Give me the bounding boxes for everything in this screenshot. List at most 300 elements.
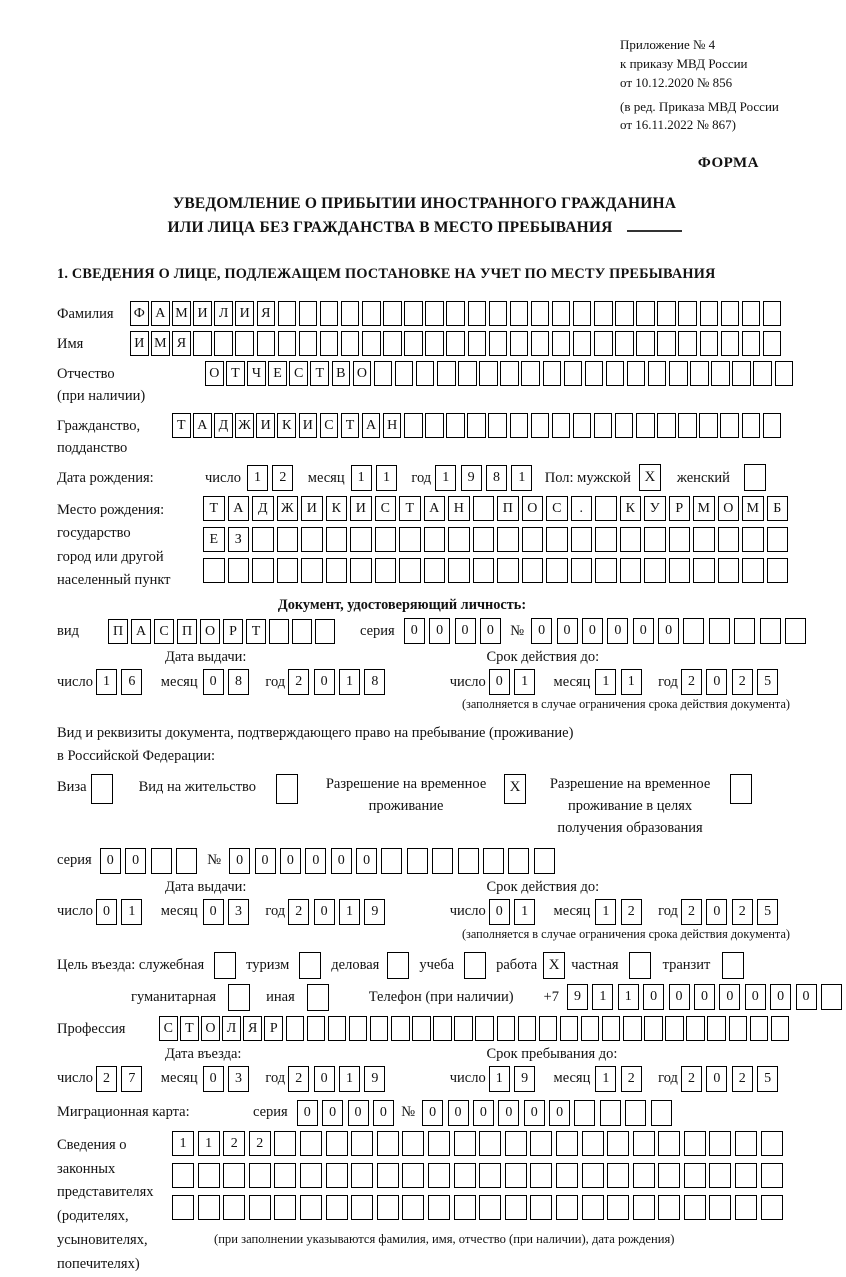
char-box[interactable]: 1 bbox=[435, 465, 456, 491]
char-box[interactable] bbox=[277, 527, 299, 552]
char-box[interactable] bbox=[249, 1163, 271, 1188]
char-box[interactable] bbox=[454, 1131, 476, 1156]
char-box[interactable] bbox=[690, 361, 709, 386]
char-box[interactable] bbox=[552, 331, 571, 356]
char-box[interactable]: 0 bbox=[356, 848, 377, 874]
char-box[interactable]: 0 bbox=[429, 618, 450, 644]
char-box[interactable] bbox=[437, 361, 456, 386]
char-box[interactable] bbox=[761, 1131, 783, 1156]
char-box[interactable]: 0 bbox=[489, 669, 510, 695]
char-box[interactable]: Я bbox=[243, 1016, 262, 1041]
char-box[interactable] bbox=[454, 1163, 476, 1188]
entry-year-boxes[interactable] bbox=[288, 1066, 390, 1092]
char-box[interactable] bbox=[381, 848, 402, 874]
char-box[interactable] bbox=[235, 331, 254, 356]
char-box[interactable] bbox=[404, 301, 423, 326]
entry-day-boxes[interactable] bbox=[96, 1066, 147, 1092]
char-box[interactable] bbox=[530, 1195, 552, 1220]
char-box[interactable]: Р bbox=[223, 619, 243, 644]
char-box[interactable]: 0 bbox=[719, 984, 740, 1010]
char-box[interactable] bbox=[407, 848, 428, 874]
char-box[interactable]: 5 bbox=[757, 1066, 778, 1092]
char-box[interactable] bbox=[615, 413, 634, 438]
patronymic-boxes[interactable] bbox=[205, 361, 796, 386]
stay-month-boxes[interactable] bbox=[595, 1066, 646, 1092]
char-box[interactable] bbox=[252, 558, 274, 583]
char-box[interactable] bbox=[636, 301, 655, 326]
char-box[interactable] bbox=[497, 1016, 516, 1041]
char-box[interactable]: Т bbox=[226, 361, 245, 386]
char-box[interactable] bbox=[391, 1016, 410, 1041]
char-box[interactable]: 5 bbox=[757, 899, 778, 925]
char-box[interactable]: И bbox=[235, 301, 254, 326]
char-box[interactable]: 1 bbox=[489, 1066, 510, 1092]
char-box[interactable] bbox=[193, 331, 212, 356]
char-box[interactable]: 0 bbox=[322, 1100, 343, 1126]
char-box[interactable]: Т bbox=[341, 413, 360, 438]
char-box[interactable] bbox=[214, 331, 233, 356]
char-box[interactable]: 0 bbox=[694, 984, 715, 1010]
char-box[interactable]: Е bbox=[203, 527, 225, 552]
profession-boxes[interactable] bbox=[159, 1016, 792, 1041]
char-box[interactable]: 1 bbox=[121, 899, 142, 925]
char-box[interactable]: 0 bbox=[404, 618, 425, 644]
char-box[interactable] bbox=[709, 1131, 731, 1156]
char-box[interactable]: А bbox=[362, 413, 381, 438]
char-box[interactable]: П bbox=[177, 619, 197, 644]
char-box[interactable] bbox=[546, 527, 568, 552]
char-box[interactable] bbox=[428, 1195, 450, 1220]
char-box[interactable]: Е bbox=[268, 361, 287, 386]
representatives-row3-boxes[interactable] bbox=[172, 1195, 786, 1220]
char-box[interactable]: 0 bbox=[557, 618, 578, 644]
char-box[interactable]: А bbox=[228, 496, 250, 521]
char-box[interactable] bbox=[320, 301, 339, 326]
char-box[interactable] bbox=[760, 618, 781, 644]
char-box[interactable]: 2 bbox=[223, 1131, 245, 1156]
temp-permit-edu-checkbox[interactable] bbox=[730, 774, 752, 804]
char-box[interactable] bbox=[564, 361, 583, 386]
birth-day-boxes[interactable] bbox=[247, 465, 298, 491]
char-box[interactable] bbox=[595, 527, 617, 552]
char-box[interactable] bbox=[475, 1016, 494, 1041]
char-box[interactable] bbox=[351, 1163, 373, 1188]
char-box[interactable]: С bbox=[375, 496, 397, 521]
char-box[interactable] bbox=[531, 413, 550, 438]
char-box[interactable] bbox=[497, 527, 519, 552]
char-box[interactable]: 0 bbox=[100, 848, 121, 874]
char-box[interactable] bbox=[522, 558, 544, 583]
char-box[interactable] bbox=[249, 1195, 271, 1220]
char-box[interactable]: А bbox=[131, 619, 151, 644]
doc-type-boxes[interactable] bbox=[108, 619, 338, 644]
char-box[interactable]: 1 bbox=[595, 669, 616, 695]
char-box[interactable]: И bbox=[350, 496, 372, 521]
char-box[interactable]: А bbox=[151, 301, 170, 326]
phone-boxes[interactable] bbox=[567, 984, 846, 1010]
char-box[interactable] bbox=[785, 618, 806, 644]
char-box[interactable] bbox=[479, 1131, 501, 1156]
char-box[interactable] bbox=[620, 527, 642, 552]
char-box[interactable]: 2 bbox=[732, 1066, 753, 1092]
purpose-official-checkbox[interactable] bbox=[214, 952, 236, 979]
char-box[interactable] bbox=[552, 413, 571, 438]
char-box[interactable]: Т bbox=[203, 496, 225, 521]
char-box[interactable] bbox=[257, 331, 276, 356]
char-box[interactable]: 0 bbox=[706, 669, 727, 695]
char-box[interactable]: 2 bbox=[621, 899, 642, 925]
char-box[interactable] bbox=[742, 301, 761, 326]
char-box[interactable]: С bbox=[159, 1016, 178, 1041]
char-box[interactable] bbox=[446, 331, 465, 356]
char-box[interactable]: 0 bbox=[796, 984, 817, 1010]
char-box[interactable] bbox=[693, 527, 715, 552]
char-box[interactable] bbox=[657, 331, 676, 356]
char-box[interactable]: 2 bbox=[681, 1066, 702, 1092]
char-box[interactable] bbox=[767, 527, 789, 552]
char-box[interactable]: У bbox=[644, 496, 666, 521]
char-box[interactable] bbox=[326, 558, 348, 583]
char-box[interactable]: Р bbox=[669, 496, 691, 521]
char-box[interactable] bbox=[534, 848, 555, 874]
permit-number-boxes[interactable] bbox=[229, 848, 559, 874]
char-box[interactable] bbox=[573, 413, 592, 438]
char-box[interactable]: Р bbox=[264, 1016, 283, 1041]
char-box[interactable] bbox=[299, 301, 318, 326]
char-box[interactable] bbox=[669, 558, 691, 583]
char-box[interactable] bbox=[223, 1163, 245, 1188]
char-box[interactable]: К bbox=[326, 496, 348, 521]
char-box[interactable] bbox=[669, 527, 691, 552]
char-box[interactable] bbox=[658, 1131, 680, 1156]
char-box[interactable] bbox=[571, 527, 593, 552]
char-box[interactable] bbox=[732, 361, 751, 386]
char-box[interactable]: 9 bbox=[567, 984, 588, 1010]
char-box[interactable] bbox=[252, 527, 274, 552]
char-box[interactable] bbox=[585, 361, 604, 386]
char-box[interactable] bbox=[223, 1195, 245, 1220]
char-box[interactable] bbox=[505, 1163, 527, 1188]
char-box[interactable]: 1 bbox=[618, 984, 639, 1010]
char-box[interactable] bbox=[448, 558, 470, 583]
char-box[interactable] bbox=[742, 558, 764, 583]
char-box[interactable] bbox=[402, 1163, 424, 1188]
char-box[interactable]: 0 bbox=[549, 1100, 570, 1126]
char-box[interactable]: Ч bbox=[247, 361, 266, 386]
char-box[interactable]: 9 bbox=[364, 1066, 385, 1092]
char-box[interactable] bbox=[651, 1100, 672, 1126]
char-box[interactable] bbox=[399, 527, 421, 552]
permit-issue-day-boxes[interactable] bbox=[96, 899, 147, 925]
char-box[interactable] bbox=[594, 331, 613, 356]
char-box[interactable] bbox=[735, 1163, 757, 1188]
char-box[interactable] bbox=[720, 413, 739, 438]
char-box[interactable]: Б bbox=[767, 496, 789, 521]
char-box[interactable] bbox=[771, 1016, 790, 1041]
char-box[interactable] bbox=[198, 1195, 220, 1220]
char-box[interactable] bbox=[658, 1163, 680, 1188]
char-box[interactable] bbox=[300, 1195, 322, 1220]
purpose-humanitarian-checkbox[interactable] bbox=[228, 984, 250, 1011]
char-box[interactable]: О bbox=[522, 496, 544, 521]
char-box[interactable] bbox=[775, 361, 794, 386]
char-box[interactable]: 2 bbox=[732, 669, 753, 695]
char-box[interactable] bbox=[326, 527, 348, 552]
char-box[interactable]: 1 bbox=[592, 984, 613, 1010]
char-box[interactable] bbox=[750, 1016, 769, 1041]
char-box[interactable] bbox=[399, 558, 421, 583]
char-box[interactable]: 1 bbox=[595, 1066, 616, 1092]
char-box[interactable] bbox=[425, 301, 444, 326]
char-box[interactable] bbox=[595, 558, 617, 583]
char-box[interactable] bbox=[300, 1163, 322, 1188]
expiry-day-boxes[interactable] bbox=[489, 669, 540, 695]
char-box[interactable] bbox=[693, 558, 715, 583]
char-box[interactable] bbox=[543, 361, 562, 386]
char-box[interactable] bbox=[594, 301, 613, 326]
doc-number-boxes[interactable] bbox=[531, 618, 810, 644]
char-box[interactable]: 0 bbox=[280, 848, 301, 874]
birth-month-boxes[interactable] bbox=[351, 465, 402, 491]
stay-day-boxes[interactable] bbox=[489, 1066, 540, 1092]
firstname-boxes[interactable] bbox=[130, 331, 784, 356]
char-box[interactable] bbox=[351, 1131, 373, 1156]
char-box[interactable]: 0 bbox=[203, 669, 224, 695]
char-box[interactable] bbox=[269, 619, 289, 644]
char-box[interactable] bbox=[299, 331, 318, 356]
surname-boxes[interactable] bbox=[130, 301, 784, 326]
char-box[interactable] bbox=[574, 1100, 595, 1126]
char-box[interactable] bbox=[489, 301, 508, 326]
char-box[interactable] bbox=[489, 331, 508, 356]
char-box[interactable]: О bbox=[718, 496, 740, 521]
residence-permit-checkbox[interactable] bbox=[276, 774, 298, 804]
char-box[interactable] bbox=[151, 848, 172, 874]
char-box[interactable]: 1 bbox=[96, 669, 117, 695]
char-box[interactable]: 1 bbox=[376, 465, 397, 491]
char-box[interactable]: 0 bbox=[607, 618, 628, 644]
char-box[interactable] bbox=[627, 361, 646, 386]
char-box[interactable]: 0 bbox=[448, 1100, 469, 1126]
char-box[interactable] bbox=[404, 413, 423, 438]
char-box[interactable] bbox=[522, 527, 544, 552]
char-box[interactable]: 0 bbox=[348, 1100, 369, 1126]
char-box[interactable]: 2 bbox=[288, 1066, 309, 1092]
expiry-year-boxes[interactable] bbox=[681, 669, 783, 695]
char-box[interactable]: 2 bbox=[681, 669, 702, 695]
char-box[interactable] bbox=[753, 361, 772, 386]
permit-expiry-year-boxes[interactable] bbox=[681, 899, 783, 925]
char-box[interactable] bbox=[761, 1195, 783, 1220]
char-box[interactable]: 0 bbox=[203, 899, 224, 925]
char-box[interactable]: 2 bbox=[621, 1066, 642, 1092]
char-box[interactable] bbox=[530, 1131, 552, 1156]
issue-day-boxes[interactable] bbox=[96, 669, 147, 695]
char-box[interactable] bbox=[488, 413, 507, 438]
char-box[interactable] bbox=[521, 361, 540, 386]
char-box[interactable] bbox=[479, 1195, 501, 1220]
char-box[interactable] bbox=[531, 301, 550, 326]
char-box[interactable] bbox=[278, 301, 297, 326]
char-box[interactable] bbox=[425, 413, 444, 438]
char-box[interactable] bbox=[665, 1016, 684, 1041]
char-box[interactable] bbox=[468, 301, 487, 326]
char-box[interactable] bbox=[594, 413, 613, 438]
char-box[interactable]: 0 bbox=[331, 848, 352, 874]
purpose-transit-checkbox[interactable] bbox=[722, 952, 744, 979]
char-box[interactable]: С bbox=[546, 496, 568, 521]
char-box[interactable]: О bbox=[353, 361, 372, 386]
char-box[interactable] bbox=[734, 618, 755, 644]
birthplace-row2-boxes[interactable] bbox=[203, 527, 791, 552]
migration-series-boxes[interactable] bbox=[297, 1100, 399, 1126]
char-box[interactable] bbox=[278, 331, 297, 356]
expiry-month-boxes[interactable] bbox=[595, 669, 646, 695]
char-box[interactable] bbox=[669, 361, 688, 386]
char-box[interactable]: Т bbox=[310, 361, 329, 386]
char-box[interactable] bbox=[763, 413, 782, 438]
char-box[interactable]: 0 bbox=[706, 899, 727, 925]
char-box[interactable] bbox=[172, 1163, 194, 1188]
char-box[interactable] bbox=[198, 1163, 220, 1188]
char-box[interactable]: 0 bbox=[314, 1066, 335, 1092]
char-box[interactable] bbox=[582, 1163, 604, 1188]
char-box[interactable] bbox=[286, 1016, 305, 1041]
char-box[interactable]: К bbox=[277, 413, 296, 438]
purpose-private-checkbox[interactable] bbox=[629, 952, 651, 979]
char-box[interactable] bbox=[607, 1131, 629, 1156]
char-box[interactable]: 1 bbox=[339, 899, 360, 925]
char-box[interactable] bbox=[350, 527, 372, 552]
purpose-other-checkbox[interactable] bbox=[307, 984, 329, 1011]
char-box[interactable] bbox=[633, 1195, 655, 1220]
char-box[interactable] bbox=[633, 1163, 655, 1188]
purpose-tourism-checkbox[interactable] bbox=[299, 952, 321, 979]
char-box[interactable] bbox=[709, 618, 730, 644]
char-box[interactable]: П bbox=[497, 496, 519, 521]
temp-permit-checkbox[interactable]: X bbox=[504, 774, 526, 804]
char-box[interactable]: 3 bbox=[228, 899, 249, 925]
char-box[interactable] bbox=[700, 301, 719, 326]
char-box[interactable]: 0 bbox=[770, 984, 791, 1010]
char-box[interactable] bbox=[370, 1016, 389, 1041]
char-box[interactable]: 1 bbox=[511, 465, 532, 491]
char-box[interactable] bbox=[203, 558, 225, 583]
char-box[interactable]: 0 bbox=[229, 848, 250, 874]
char-box[interactable] bbox=[505, 1131, 527, 1156]
char-box[interactable] bbox=[326, 1163, 348, 1188]
char-box[interactable] bbox=[428, 1163, 450, 1188]
char-box[interactable]: 0 bbox=[582, 618, 603, 644]
char-box[interactable] bbox=[644, 558, 666, 583]
char-box[interactable] bbox=[763, 301, 782, 326]
char-box[interactable]: Я bbox=[257, 301, 276, 326]
char-box[interactable] bbox=[274, 1131, 296, 1156]
char-box[interactable] bbox=[292, 619, 312, 644]
char-box[interactable] bbox=[500, 361, 519, 386]
permit-expiry-month-boxes[interactable] bbox=[595, 899, 646, 925]
char-box[interactable] bbox=[581, 1016, 600, 1041]
char-box[interactable]: 9 bbox=[461, 465, 482, 491]
char-box[interactable] bbox=[277, 558, 299, 583]
char-box[interactable] bbox=[377, 1163, 399, 1188]
char-box[interactable]: И bbox=[256, 413, 275, 438]
char-box[interactable]: . bbox=[571, 496, 593, 521]
char-box[interactable]: 0 bbox=[203, 1066, 224, 1092]
char-box[interactable]: 0 bbox=[489, 899, 510, 925]
char-box[interactable]: 1 bbox=[198, 1131, 220, 1156]
char-box[interactable] bbox=[350, 558, 372, 583]
char-box[interactable] bbox=[657, 301, 676, 326]
char-box[interactable] bbox=[326, 1195, 348, 1220]
char-box[interactable] bbox=[404, 331, 423, 356]
issue-month-boxes[interactable] bbox=[203, 669, 254, 695]
char-box[interactable] bbox=[479, 1163, 501, 1188]
char-box[interactable]: М bbox=[742, 496, 764, 521]
permit-series-boxes[interactable] bbox=[100, 848, 202, 874]
char-box[interactable] bbox=[700, 331, 719, 356]
char-box[interactable] bbox=[320, 331, 339, 356]
char-box[interactable] bbox=[658, 1195, 680, 1220]
char-box[interactable]: 0 bbox=[455, 618, 476, 644]
char-box[interactable] bbox=[709, 1163, 731, 1188]
char-box[interactable]: Д bbox=[214, 413, 233, 438]
purpose-business-checkbox[interactable] bbox=[387, 952, 409, 979]
char-box[interactable] bbox=[428, 1131, 450, 1156]
char-box[interactable] bbox=[821, 984, 842, 1010]
char-box[interactable] bbox=[678, 301, 697, 326]
char-box[interactable] bbox=[349, 1016, 368, 1041]
char-box[interactable] bbox=[301, 527, 323, 552]
char-box[interactable] bbox=[228, 558, 250, 583]
char-box[interactable] bbox=[707, 1016, 726, 1041]
char-box[interactable]: 1 bbox=[339, 1066, 360, 1092]
visa-checkbox[interactable] bbox=[91, 774, 113, 804]
char-box[interactable] bbox=[473, 527, 495, 552]
char-box[interactable] bbox=[307, 1016, 326, 1041]
char-box[interactable] bbox=[341, 301, 360, 326]
char-box[interactable] bbox=[678, 413, 697, 438]
char-box[interactable] bbox=[362, 301, 381, 326]
char-box[interactable] bbox=[425, 331, 444, 356]
char-box[interactable] bbox=[315, 619, 335, 644]
char-box[interactable]: 0 bbox=[297, 1100, 318, 1126]
char-box[interactable] bbox=[351, 1195, 373, 1220]
birth-year-boxes[interactable] bbox=[435, 465, 537, 491]
char-box[interactable] bbox=[633, 1131, 655, 1156]
char-box[interactable] bbox=[446, 413, 465, 438]
char-box[interactable] bbox=[763, 331, 782, 356]
char-box[interactable] bbox=[473, 496, 495, 521]
char-box[interactable]: 2 bbox=[732, 899, 753, 925]
char-box[interactable] bbox=[510, 413, 529, 438]
char-box[interactable]: Т bbox=[246, 619, 266, 644]
char-box[interactable]: Ж bbox=[277, 496, 299, 521]
char-box[interactable] bbox=[416, 361, 435, 386]
char-box[interactable] bbox=[374, 361, 393, 386]
char-box[interactable] bbox=[377, 1131, 399, 1156]
char-box[interactable]: 1 bbox=[595, 899, 616, 925]
char-box[interactable] bbox=[424, 527, 446, 552]
char-box[interactable] bbox=[377, 1195, 399, 1220]
char-box[interactable] bbox=[383, 331, 402, 356]
char-box[interactable] bbox=[718, 527, 740, 552]
char-box[interactable]: С bbox=[154, 619, 174, 644]
char-box[interactable] bbox=[709, 1195, 731, 1220]
char-box[interactable]: Н bbox=[383, 413, 402, 438]
char-box[interactable]: 2 bbox=[96, 1066, 117, 1092]
char-box[interactable]: М bbox=[172, 301, 191, 326]
